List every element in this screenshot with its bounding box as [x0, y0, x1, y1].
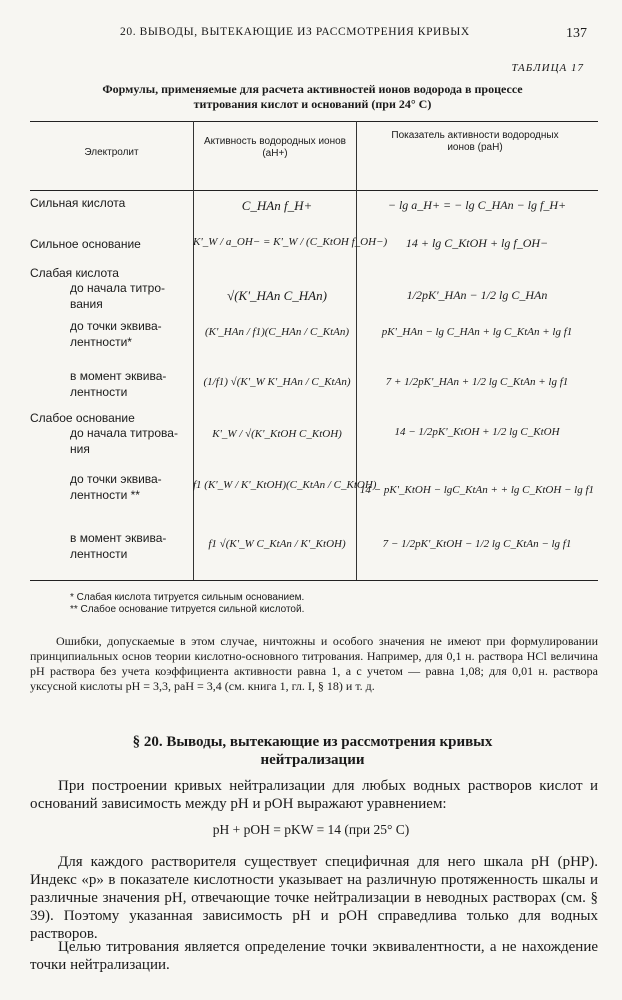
table-col-divider-1	[193, 121, 194, 580]
table-header-rule	[30, 190, 598, 191]
row-label-weak-acid: Слабая кислота	[30, 266, 119, 280]
table-caption	[40, 82, 585, 112]
row-label-wb-before-eq-b: лентности **	[70, 488, 140, 502]
header-activity: Активность водородных ионов (aH+)	[204, 136, 346, 159]
row-label-wa-at-eq-b: лентности	[70, 385, 128, 399]
activity-wa-before-start: √(K'_HAn C_HAn)	[227, 288, 327, 303]
table-label: ТАБЛИЦА 17	[511, 62, 584, 74]
row-label-wa-before-eq-b: лентности*	[70, 335, 132, 349]
footnote-1: * Слабая кислота титруется сильным основанием.	[70, 592, 305, 603]
indicator-wa-at-eq: 7 + 1/2pK'_HAn + 1/2 lg C_KtAn + lg f1	[385, 376, 569, 388]
activity-wb-before-eq: f1 (K'_W / K'_KtOH)(C_KtAn / C_KtOH)	[193, 479, 377, 491]
table-caption-line2: титрования кислот и оснований (при 24° С)	[193, 97, 432, 111]
section-heading-line1: § 20. Выводы, вытекающие из рассмотрения кривых	[132, 734, 493, 750]
indicator-wa-before-eq: pK'_HAn − lg C_HAn + lg C_KtAn + lg f1	[381, 326, 573, 338]
row-label-wa-before-start-a: до начала титро-	[70, 281, 166, 295]
indicator-strong-base: 14 + lg C_KtOH + lg f_OH−	[405, 236, 549, 250]
row-label-wb-before-eq-a: до точки эквива-	[70, 472, 162, 486]
equation: pH + pOH = pKW = 14 (при 25° C)	[212, 822, 410, 837]
row-label-wb-before-start-a: до начала титрова-	[70, 426, 178, 440]
activity-strong-base: K'_W / a_OH− = K'_W / (C_KtOH f_OH−)	[193, 236, 388, 248]
section-heading-line2: нейтрализации	[260, 752, 365, 768]
footnote-2: ** Слабое основание титруется сильной кислотой.	[70, 604, 305, 615]
indicator-wb-before-eq: 14 − pK'_KtOH − lgC_KtAn + + lg C_KtOH − lg f1	[359, 484, 595, 496]
paragraph-small: Ошибки, допускаемые в этом случае, ничтожны и особого значения не имеют при формулировании принципиальных основ теории кислотно-основного титрования. Например, для 0,1 н. раствора HCl величина pH раствора без учета коэффициента активности равна 1, а с учетом — равна 1,08; для 0,01 н. раствора уксусной кислоты pH = 3,3, paH = 3,4 (см. книга 1, гл. I, § 18) и т. д.	[30, 634, 598, 693]
indicator-wb-at-eq: 7 − 1/2pK'_KtOH − 1/2 lg C_KtAn − lg f1	[382, 538, 572, 550]
paragraph-1: При построении кривых нейтрализации для любых водных растворов кислот и оснований зависимость между pH и pOH выражают уравнением:	[30, 778, 598, 812]
table-bottom-rule	[30, 580, 598, 581]
row-label-wa-before-start-b: вания	[70, 297, 103, 311]
activity-wb-at-eq: f1 √(K'_W C_KtAn / K'_KtOH)	[208, 538, 346, 550]
indicator-strong-acid: − lg a_H+ = − lg C_HAn − lg f_H+	[387, 198, 567, 212]
row-label-wa-at-eq-a: в момент эквива-	[70, 369, 167, 383]
row-label-weak-base: Слабое основание	[30, 411, 135, 425]
table-top-rule	[30, 121, 598, 122]
table-col-divider-2	[356, 121, 357, 580]
activity-wa-before-eq: (K'_HAn / f1)(C_HAn / C_KtAn)	[204, 326, 350, 338]
row-label-strong-base: Сильное основание	[30, 237, 141, 251]
row-label-wb-at-eq-a: в момент эквива-	[70, 531, 167, 545]
activity-wb-before-start: K'_W / √(K'_KtOH C_KtOH)	[212, 428, 342, 440]
page-number: 137	[566, 26, 587, 41]
activity-wa-at-eq: (1/f1) √(K'_W K'_HAn / C_KtAn)	[203, 376, 351, 388]
table-caption-line1: Формулы, применяемые для расчета активностей ионов водорода в процессе	[102, 82, 523, 96]
running-head: 20. ВЫВОДЫ, ВЫТЕКАЮЩИЕ ИЗ РАССМОТРЕНИЯ КРИВЫХ	[120, 26, 470, 38]
indicator-wa-before-start: 1/2pK'_HAn − 1/2 lg C_HAn	[406, 288, 548, 302]
paragraph-3: Целью титрования является определение точки эквивалентности, а не нахождение точки нейтрализации.	[30, 939, 598, 973]
row-label-wb-before-start-b: ния	[70, 442, 90, 456]
paragraph-2: Для каждого растворителя существует специфичная для него шкала pH (pHP). Индекс «p» в показателе кислотности указывает на различную протяженность шкалы и различные значения pH, отвечающие точке нейтрализации в неводных растворах (см. § 39). Поэтому указанная зависимость pH и pOH справедлива только для водных растворов.	[30, 854, 598, 942]
row-label-strong-acid: Сильная кислота	[30, 196, 126, 210]
header-indicator: Показатель активности водородных ионов (paH)	[391, 130, 559, 153]
activity-strong-acid: C_HAn f_H+	[241, 198, 313, 213]
section-heading	[40, 733, 585, 769]
indicator-wb-before-start: 14 − 1/2pK'_KtOH + 1/2 lg C_KtOH	[394, 426, 560, 438]
row-label-wb-at-eq-b: лентности	[70, 547, 128, 561]
header-electrolyte: Электролит	[84, 147, 139, 158]
row-label-wa-before-eq-a: до точки эквива-	[70, 319, 162, 333]
